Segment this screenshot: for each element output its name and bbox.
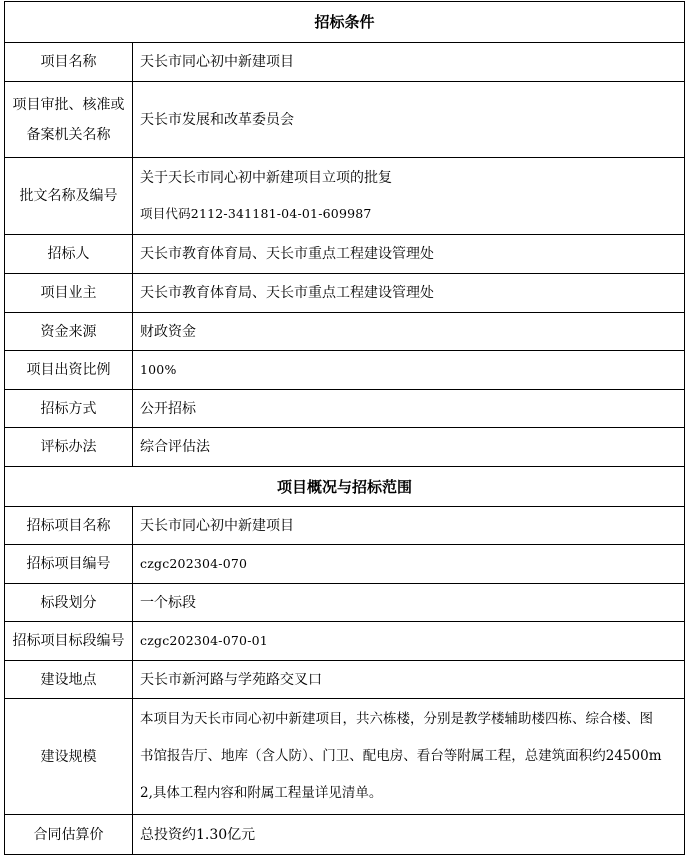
row-value-line: 书馆报告厅、地库（含人防）、门卫、配电房、看台等附属工程，总建筑面积约24500m: [140, 748, 662, 764]
row-value: [133, 699, 685, 815]
row-value-line: 项目代码2112-341181-04-01-609987: [140, 206, 372, 221]
section-header-row: [5, 467, 685, 507]
table-row: [5, 584, 685, 622]
row-value: 100%: [133, 351, 685, 390]
row-label: 资金来源: [5, 313, 133, 351]
row-label: [5, 82, 133, 158]
row-value: czgc202304-070-01: [133, 622, 685, 661]
row-label: 项目出资比例: [5, 351, 133, 390]
table-row: [5, 507, 685, 545]
row-value-line: 本项目为天长市同心初中新建项目，共六栋楼，分别是教学楼辅助楼四栋、综合楼、图: [140, 711, 653, 727]
row-label: 项目名称: [5, 43, 133, 82]
row-value: 综合评估法: [133, 428, 685, 467]
row-label: 合同估算价: [5, 815, 133, 855]
row-label: 招标项目编号: [5, 545, 133, 584]
row-label-line: 备案机关名称: [26, 126, 111, 143]
row-label: 建设地点: [5, 661, 133, 699]
row-value: 天长市同心初中新建项目: [133, 43, 685, 82]
table-row: [5, 699, 685, 815]
row-value: 天长市新河路与学苑路交叉口: [133, 661, 685, 699]
row-label: 项目业主: [5, 274, 133, 313]
row-label: 评标办法: [5, 428, 133, 467]
row-value: 公开招标: [133, 390, 685, 428]
table-row: [5, 274, 685, 313]
table-row: [5, 43, 685, 82]
table-row: [5, 545, 685, 584]
row-value-line: 关于天长市同心初中新建项目立项的批复: [140, 170, 392, 186]
table-row: [5, 313, 685, 351]
row-value: [133, 158, 685, 235]
row-label: 标段划分: [5, 584, 133, 622]
table-row: [5, 390, 685, 428]
row-label: 招标方式: [5, 390, 133, 428]
table-row: [5, 815, 685, 855]
table-row: [5, 235, 685, 274]
row-value: 一个标段: [133, 584, 685, 622]
section-title-project-overview: 项目概况与招标范围: [5, 467, 685, 507]
row-label: 建设规模: [5, 699, 133, 815]
row-value: 天长市发展和改革委员会: [133, 82, 685, 158]
table-row: [5, 82, 685, 158]
row-label: 批文名称及编号: [5, 158, 133, 235]
row-label-line: 项目审批、核准或: [12, 96, 125, 113]
row-label: 招标项目标段编号: [5, 622, 133, 661]
row-value-line: 2,具体工程内容和附属工程量详见清单。: [140, 785, 383, 801]
row-value: czgc202304-070: [133, 545, 685, 584]
table-row: [5, 351, 685, 390]
table-row: [5, 428, 685, 467]
table-row: [5, 622, 685, 661]
row-value: 财政资金: [133, 313, 685, 351]
section-header-row: [5, 2, 685, 43]
table-row: [5, 158, 685, 235]
row-value: 总投资约1.30亿元: [133, 815, 685, 855]
row-value: 天长市同心初中新建项目: [133, 507, 685, 545]
row-label: 招标项目名称: [5, 507, 133, 545]
row-label: 招标人: [5, 235, 133, 274]
row-value: 天长市教育体育局、天长市重点工程建设管理处: [133, 274, 685, 313]
row-value: 天长市教育体育局、天长市重点工程建设管理处: [133, 235, 685, 274]
section-title-tender-conditions: 招标条件: [5, 2, 685, 43]
table-row: [5, 661, 685, 699]
tender-info-table: [4, 1, 685, 855]
